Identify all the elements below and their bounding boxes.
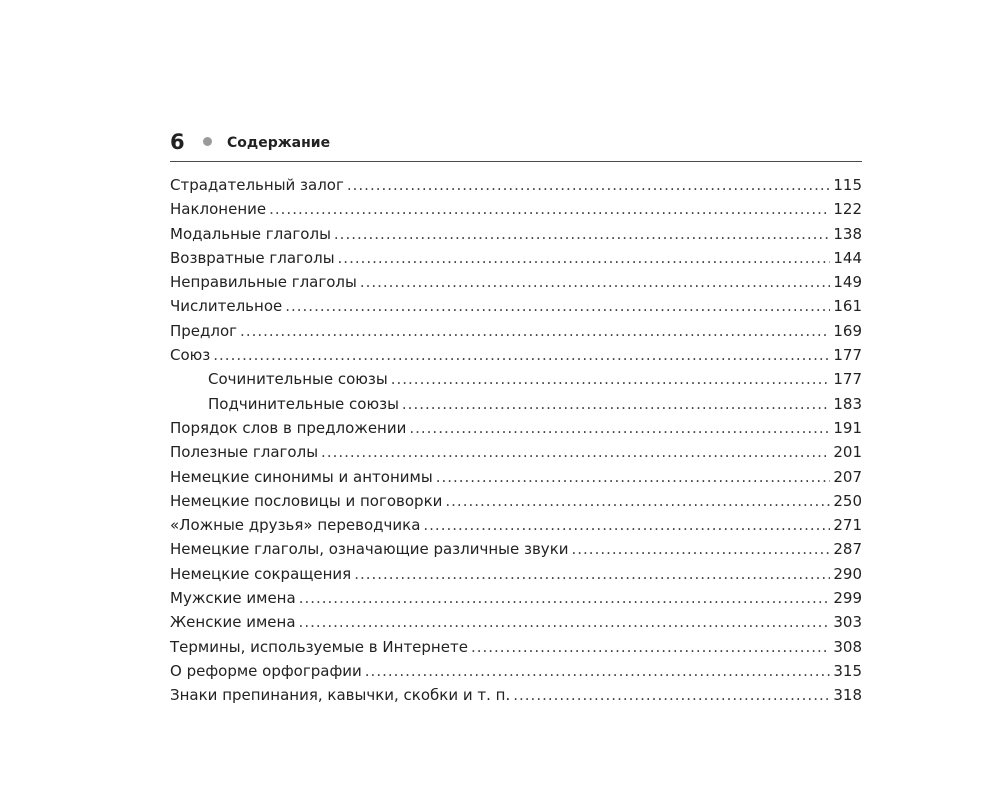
- dot-leader: [409, 418, 830, 438]
- toc-entry-useful-verbs: [170, 442, 862, 466]
- toc-entry-page: 177: [833, 346, 862, 365]
- toc-entry-page: 287: [833, 540, 862, 559]
- toc-entry-page: 315: [833, 661, 862, 680]
- toc-entry-page: 201: [833, 443, 862, 462]
- toc-entry-word-order: [170, 418, 862, 442]
- dot-leader: [347, 175, 830, 195]
- toc-entry-title: Термины, используемые в Интернете: [170, 637, 468, 656]
- toc-entry-page: 191: [833, 418, 862, 437]
- dot-leader: [321, 442, 830, 462]
- toc-entry-preposition: [170, 321, 862, 345]
- toc-entry-page: 115: [833, 176, 862, 194]
- toc-entry-internet-terms: [170, 637, 862, 661]
- page-number: 6: [170, 130, 185, 154]
- toc-entry-page: 207: [833, 467, 862, 486]
- toc-entry-title: Женские имена: [170, 613, 296, 632]
- toc-entry-page: 290: [833, 564, 862, 583]
- dot-leader: [285, 296, 830, 316]
- toc-entry-title: Немецкие пословицы и поговорки: [170, 491, 443, 510]
- toc-subentry-coordinating-conjunctions: [170, 369, 862, 393]
- dot-leader: [445, 491, 830, 511]
- running-head: [170, 128, 862, 162]
- toc-entry-page: 161: [833, 297, 862, 316]
- toc-entry-modal-verbs: [170, 224, 862, 248]
- dot-leader: [299, 612, 831, 632]
- toc-entry-page: 149: [833, 273, 862, 292]
- toc-entry-punctuation: [170, 685, 862, 709]
- toc-entry-conjunction: [170, 345, 862, 369]
- table-of-contents: [170, 175, 862, 710]
- toc-entry-page: 308: [833, 637, 862, 656]
- toc-entry-sound-verbs: [170, 539, 862, 563]
- dot-leader: [360, 272, 831, 292]
- toc-entry-title: «Ложные друзья» переводчика: [170, 516, 421, 535]
- toc-entry-title: О реформе орфографии: [170, 661, 362, 680]
- dot-leader: [365, 661, 831, 681]
- toc-entry-title: Подчинительные союзы: [208, 394, 399, 413]
- toc-entry-title: Возвратные глаголы: [170, 248, 335, 267]
- toc-entry-title: Предлог: [170, 321, 238, 340]
- toc-entry-proverbs: [170, 491, 862, 515]
- dot-leader: [513, 685, 830, 705]
- dot-leader: [334, 224, 830, 244]
- dot-leader: [299, 588, 831, 608]
- toc-entry-title: Сочинительные союзы: [208, 370, 388, 389]
- toc-entry-female-names: [170, 612, 862, 636]
- dot-leader: [213, 345, 830, 365]
- dot-leader: [471, 637, 830, 657]
- dot-leader: [240, 321, 830, 341]
- toc-entry-spelling-reform: [170, 661, 862, 685]
- toc-entry-page: 271: [833, 516, 862, 535]
- dot-leader: [391, 369, 831, 389]
- book-page: [170, 128, 862, 710]
- dot-leader: [436, 467, 831, 487]
- toc-entry-page: 250: [833, 491, 862, 510]
- toc-entry-male-names: [170, 588, 862, 612]
- toc-entry-numeral: [170, 296, 862, 320]
- toc-entry-title: Мужские имена: [170, 589, 296, 608]
- toc-entry-synonyms-antonyms: [170, 467, 862, 491]
- toc-entry-reflexive-verbs: [170, 248, 862, 272]
- toc-entry-irregular-verbs: [170, 272, 862, 296]
- bullet-dot-icon: [203, 137, 212, 146]
- toc-entry-page: 138: [833, 224, 862, 243]
- toc-entry-page: 183: [833, 394, 862, 413]
- toc-entry-title: Числительное: [170, 297, 283, 316]
- dot-leader: [423, 515, 830, 535]
- toc-entry-page: 299: [833, 589, 862, 608]
- toc-entry-page: 303: [833, 613, 862, 632]
- toc-entry-false-friends: [170, 515, 862, 539]
- toc-entry-title: Порядок слов в предложении: [170, 418, 407, 437]
- toc-entry-title: Наклонение: [170, 200, 267, 219]
- toc-entry-title: Немецкие сокращения: [170, 564, 352, 583]
- toc-entry-title: Модальные глаголы: [170, 224, 331, 243]
- toc-entry-title: Полезные глаголы: [170, 443, 319, 462]
- dot-leader: [572, 539, 831, 559]
- toc-entry-page: 122: [833, 200, 862, 219]
- dot-leader: [402, 394, 830, 414]
- toc-entry-title: Страдательный залог: [170, 176, 344, 194]
- toc-entry-page: 318: [833, 686, 862, 705]
- toc-entry-mood: [170, 199, 862, 223]
- dot-leader: [269, 199, 830, 219]
- toc-entry-title: Знаки препинания, кавычки, скобки и т. п.: [170, 686, 511, 705]
- toc-entry-page: 144: [833, 248, 862, 267]
- toc-entry-title: Союз: [170, 346, 211, 365]
- section-title: Содержание: [227, 135, 331, 151]
- dot-leader: [338, 248, 831, 268]
- toc-subentry-subordinating-conjunctions: [170, 394, 862, 418]
- toc-entry-passive-voice: [170, 175, 862, 199]
- toc-entry-title: Немецкие глаголы, означающие различные звуки: [170, 540, 569, 559]
- toc-entry-title: Немецкие синонимы и антонимы: [170, 467, 433, 486]
- toc-entry-page: 169: [833, 321, 862, 340]
- dot-leader: [354, 564, 830, 584]
- toc-entry-page: 177: [833, 370, 862, 389]
- toc-entry-title: Неправильные глаголы: [170, 273, 357, 292]
- toc-entry-abbreviations: [170, 564, 862, 588]
